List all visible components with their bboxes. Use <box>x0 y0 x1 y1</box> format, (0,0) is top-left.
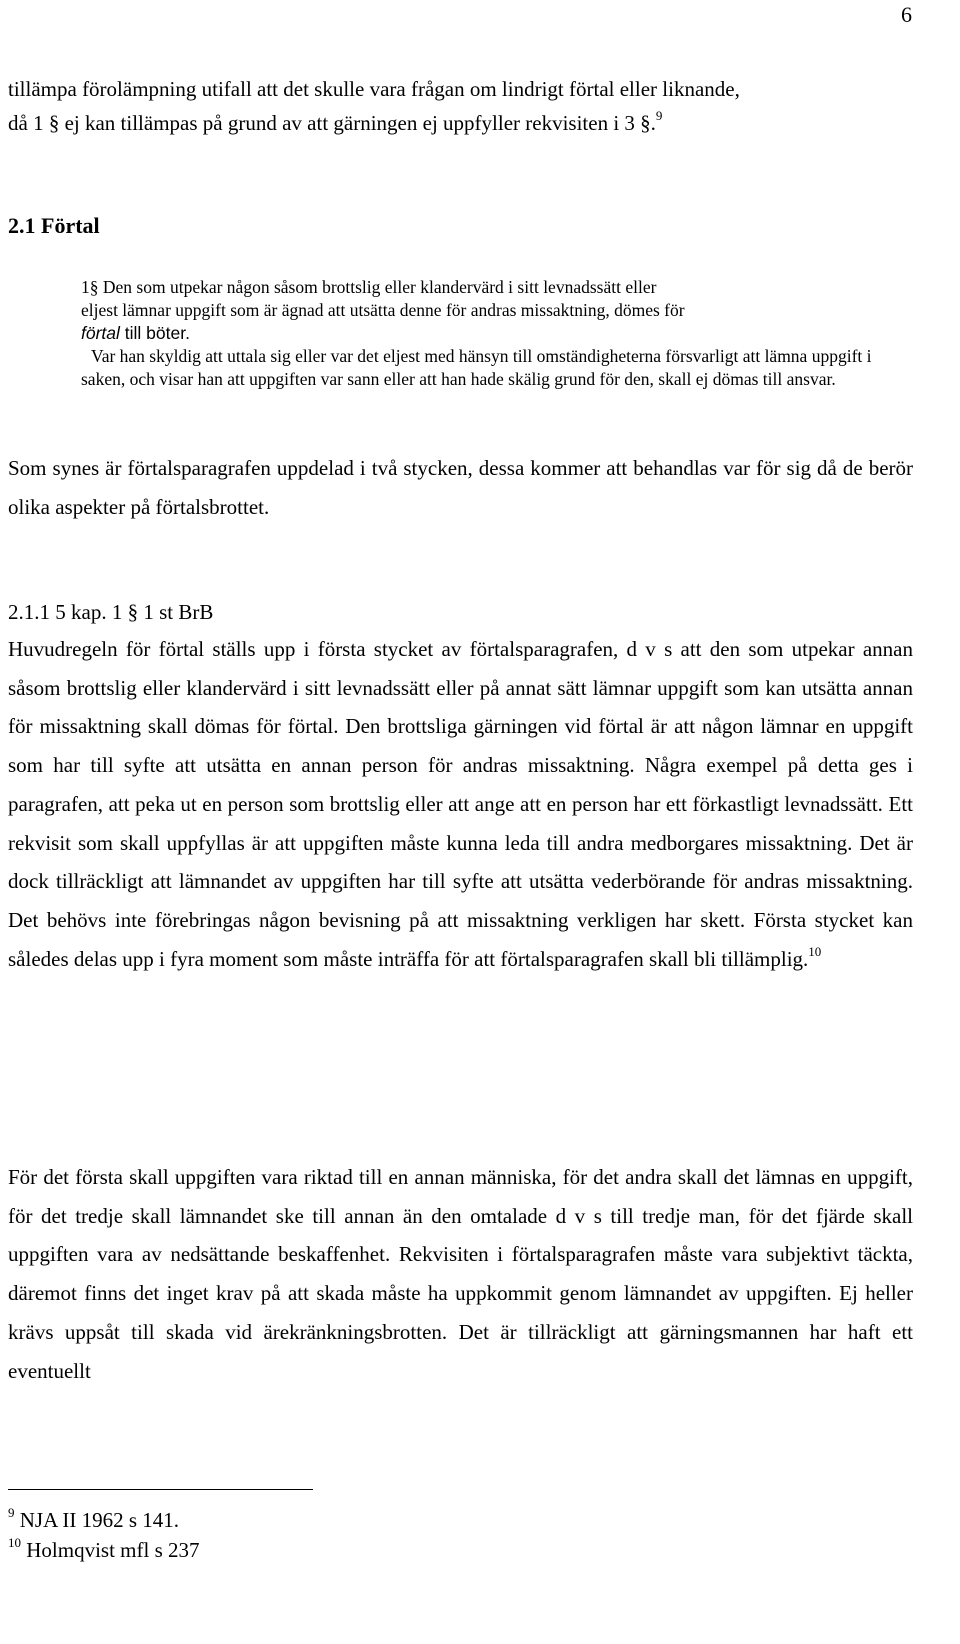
footnote-ref-10[interactable]: 10 <box>808 943 822 959</box>
statute-italic-term: förtal <box>81 323 120 343</box>
footnote-9: $^9$ NJA II 1962 s 141. <box>8 1505 180 1532</box>
paragraph-2: Huvudregeln för förtal ställs upp i första stycket av förtalsparagrafen, d v s att den som utpekar annan såsom brottslig eller klandervärd i sitt levnadssätt eller på annat sätt lämnar uppgift som kan utsätta annan för missaktning skall dömas för förtal. Den brottsliga gärningen vid förtal är att någon lämnar en uppgift som har till syfte att utsätta en annan person för andras missaktning. Några exempel på detta ges i paragrafen, att peka ut en person som brottslig eller att ange att en person har ett förkastligt levnadssätt. Ett rekvisit som skall uppfyllas är att uppgiften måste kunna leda till andra medborgares missaktning. Det är dock tillräckligt att lämnandet av uppgiften har till syfte att utsätta vederbörande för andras missaktning. Det behövs inte förebringas någon bevisning på att missaktning verkligen har skett. Första stycket kan således delas upp i fyra moment som måste inträffa för att förtalsparagrafen skall bli tillämplig.$^{10}$ <box>8 637 913 971</box>
footnote-divider <box>8 1489 313 1490</box>
statute-paragraph-1: 1§ Den som utpekar någon såsom brottslig eller klandervärd i sitt levnadssätt eller eljest lämnar uppgift som är ägnad att utsätta denne för andras missaktning, dömes för förtal till böter. <box>81 277 685 343</box>
footnote-10: $^{10}$ Holmqvist mfl s 237 <box>8 1535 200 1562</box>
section-heading: 2.1 Förtal <box>8 213 100 238</box>
statute-paragraph-2: Var han skyldig att uttala sig eller var det eljest med hänsyn till omständigheterna försvarligt att lämna uppgift i saken, och visar han att uppgiften var sann eller att han hade skälig grund för den, skall ej dömas till ansvar. <box>81 346 872 389</box>
statute-quote <box>81 276 911 391</box>
intro-paragraph <box>8 72 913 140</box>
intro-line-1: tillämpa förolämpning utifall att det skulle vara frågan om lindrigt förtal eller liknande, <box>8 77 740 101</box>
footnote-ref-9[interactable]: 9 <box>655 108 663 123</box>
footnotes <box>8 1505 200 1565</box>
page-number: 6 <box>901 2 912 27</box>
subsection-title: 2.1.1 5 kap. 1 § 1 st BrB <box>8 600 214 624</box>
paragraph-3: För det första skall uppgiften vara riktad till en annan människa, för det andra skall det lämnas en uppgift, för det tredje skall lämnandet ske till annan än den omtalade d v s till tredje man, för det fjärde skall uppgiften vara av nedsättande beskaffenhet. Rekvisiten i förtalsparagrafen måste vara subjektivt täckta, däremot finns det inget krav på att skada måste ha uppkommit genom lämnandet av uppgiften. Ej heller krävs uppsåt till skada vid ärekränkningsbrotten. Det är tillräckligt att gärningsmannen har haft ett eventuellt <box>8 1165 913 1383</box>
paragraph-1: Som synes är förtalsparagrafen uppdelad i två stycken, dessa kommer att behandlas var för sig då de berör olika aspekter på förtalsbrottet. <box>8 456 913 519</box>
intro-line-2: då 1 § ej kan tillämpas på grund av att gärningen ej uppfyller rekvisiten i 3 §.$^9$ <box>8 108 663 135</box>
